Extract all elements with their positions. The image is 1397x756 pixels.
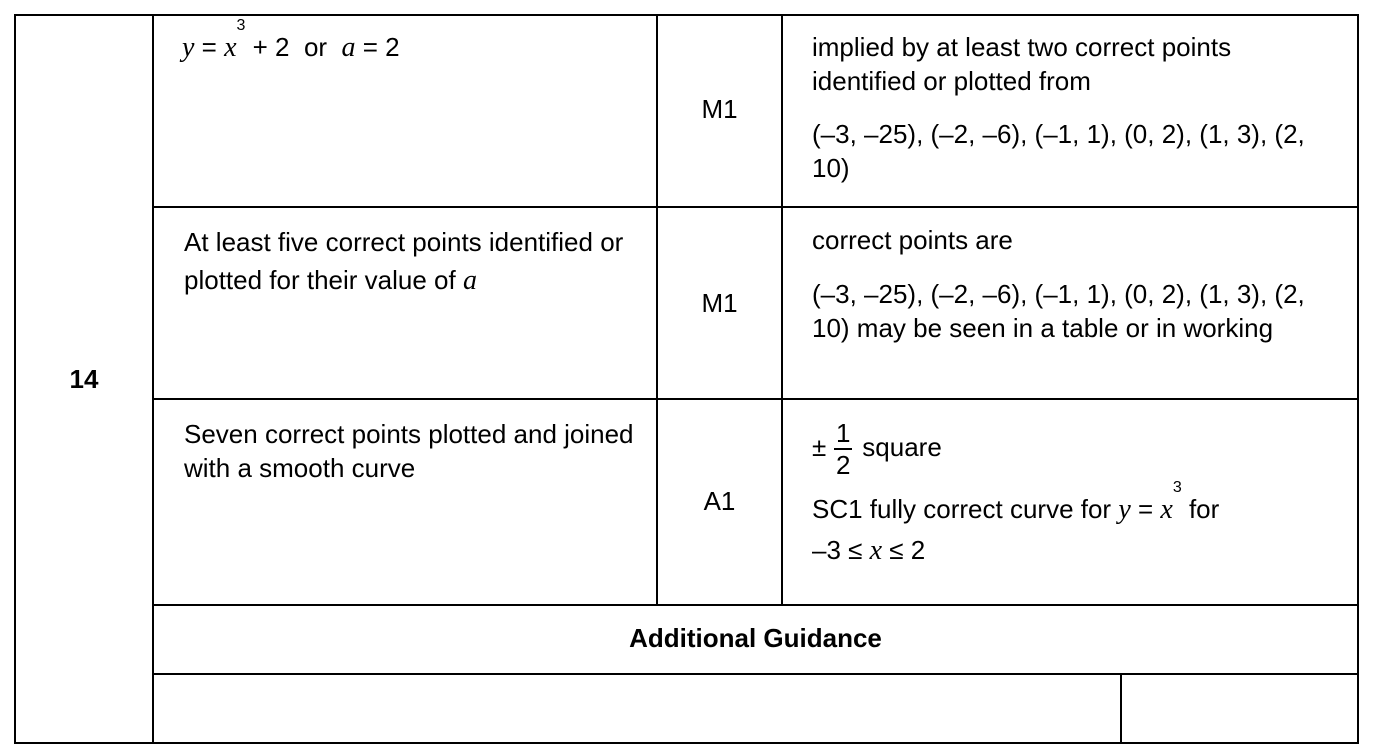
mark-row-2: M1 — [701, 288, 738, 318]
comment-row-1 — [812, 30, 1342, 185]
table-border-top — [14, 14, 1359, 16]
tolerance-line — [812, 418, 1342, 480]
sc-text: SC1 fully correct curve for — [812, 494, 1119, 524]
for-text: for — [1181, 494, 1220, 524]
plus-or-text: + 2 or — [245, 32, 342, 62]
answer-row-1 — [182, 17, 652, 65]
question-number: 14 — [69, 364, 99, 394]
table-border-right — [1357, 14, 1359, 744]
equals-text: = — [1130, 494, 1161, 524]
var-y: y — [1118, 494, 1131, 525]
range-lower: –3 ≤ — [812, 535, 870, 565]
comment-points: (–3, –25), (–2, –6), (–1, 1), (0, 2), (1, 3), (2, 10) may be seen in a table or in working — [812, 279, 1305, 343]
answer-row-2 — [184, 223, 654, 300]
var-a: a — [341, 32, 356, 63]
half-fraction — [834, 418, 852, 480]
mark-scheme-table — [14, 14, 1359, 744]
plus-minus-sign: ± — [812, 431, 827, 462]
guidance-body-cell — [154, 675, 1120, 742]
row-divider-1 — [152, 206, 1359, 208]
comment-text: implied by at least two correct points identified or plotted from — [812, 32, 1232, 96]
answer-text: At least five correct points identified or plotted for their value of — [184, 227, 624, 295]
mark-row-3: A1 — [703, 486, 736, 516]
row-divider-3 — [152, 604, 1359, 606]
equals-text: = — [194, 32, 225, 62]
fraction-numerator: 1 — [836, 418, 851, 448]
table-border-bottom — [14, 742, 1359, 744]
var-x: x — [1160, 494, 1173, 525]
row-divider-2 — [152, 398, 1359, 400]
mark-row-1: M1 — [701, 94, 738, 124]
equals-two-text: = 2 — [355, 32, 400, 62]
exponent: 3 — [1172, 479, 1182, 496]
var-y: y — [182, 32, 195, 63]
mark-column-divider — [781, 14, 783, 606]
comment-row-2 — [812, 223, 1342, 345]
range-line — [812, 533, 1342, 568]
tolerance-unit: square — [862, 431, 942, 462]
var-x: x — [224, 32, 237, 63]
comment-row-3 — [812, 418, 1342, 568]
comment-text: correct points are — [812, 225, 1013, 255]
comment-points: (–3, –25), (–2, –6), (–1, 1), (0, 2), (1, 3), (2, 10) — [812, 119, 1305, 183]
range-upper: ≤ 2 — [882, 535, 926, 565]
guidance-mark-cell — [1122, 675, 1357, 742]
var-a: a — [462, 265, 477, 296]
answer-row-3: Seven correct points plotted and joined with a smooth curve — [184, 419, 634, 483]
special-case-line — [812, 479, 1342, 527]
additional-guidance-heading: Additional Guidance — [629, 623, 882, 653]
fraction-denominator: 2 — [836, 450, 851, 480]
var-x: x — [869, 535, 883, 566]
exponent: 3 — [236, 17, 246, 34]
